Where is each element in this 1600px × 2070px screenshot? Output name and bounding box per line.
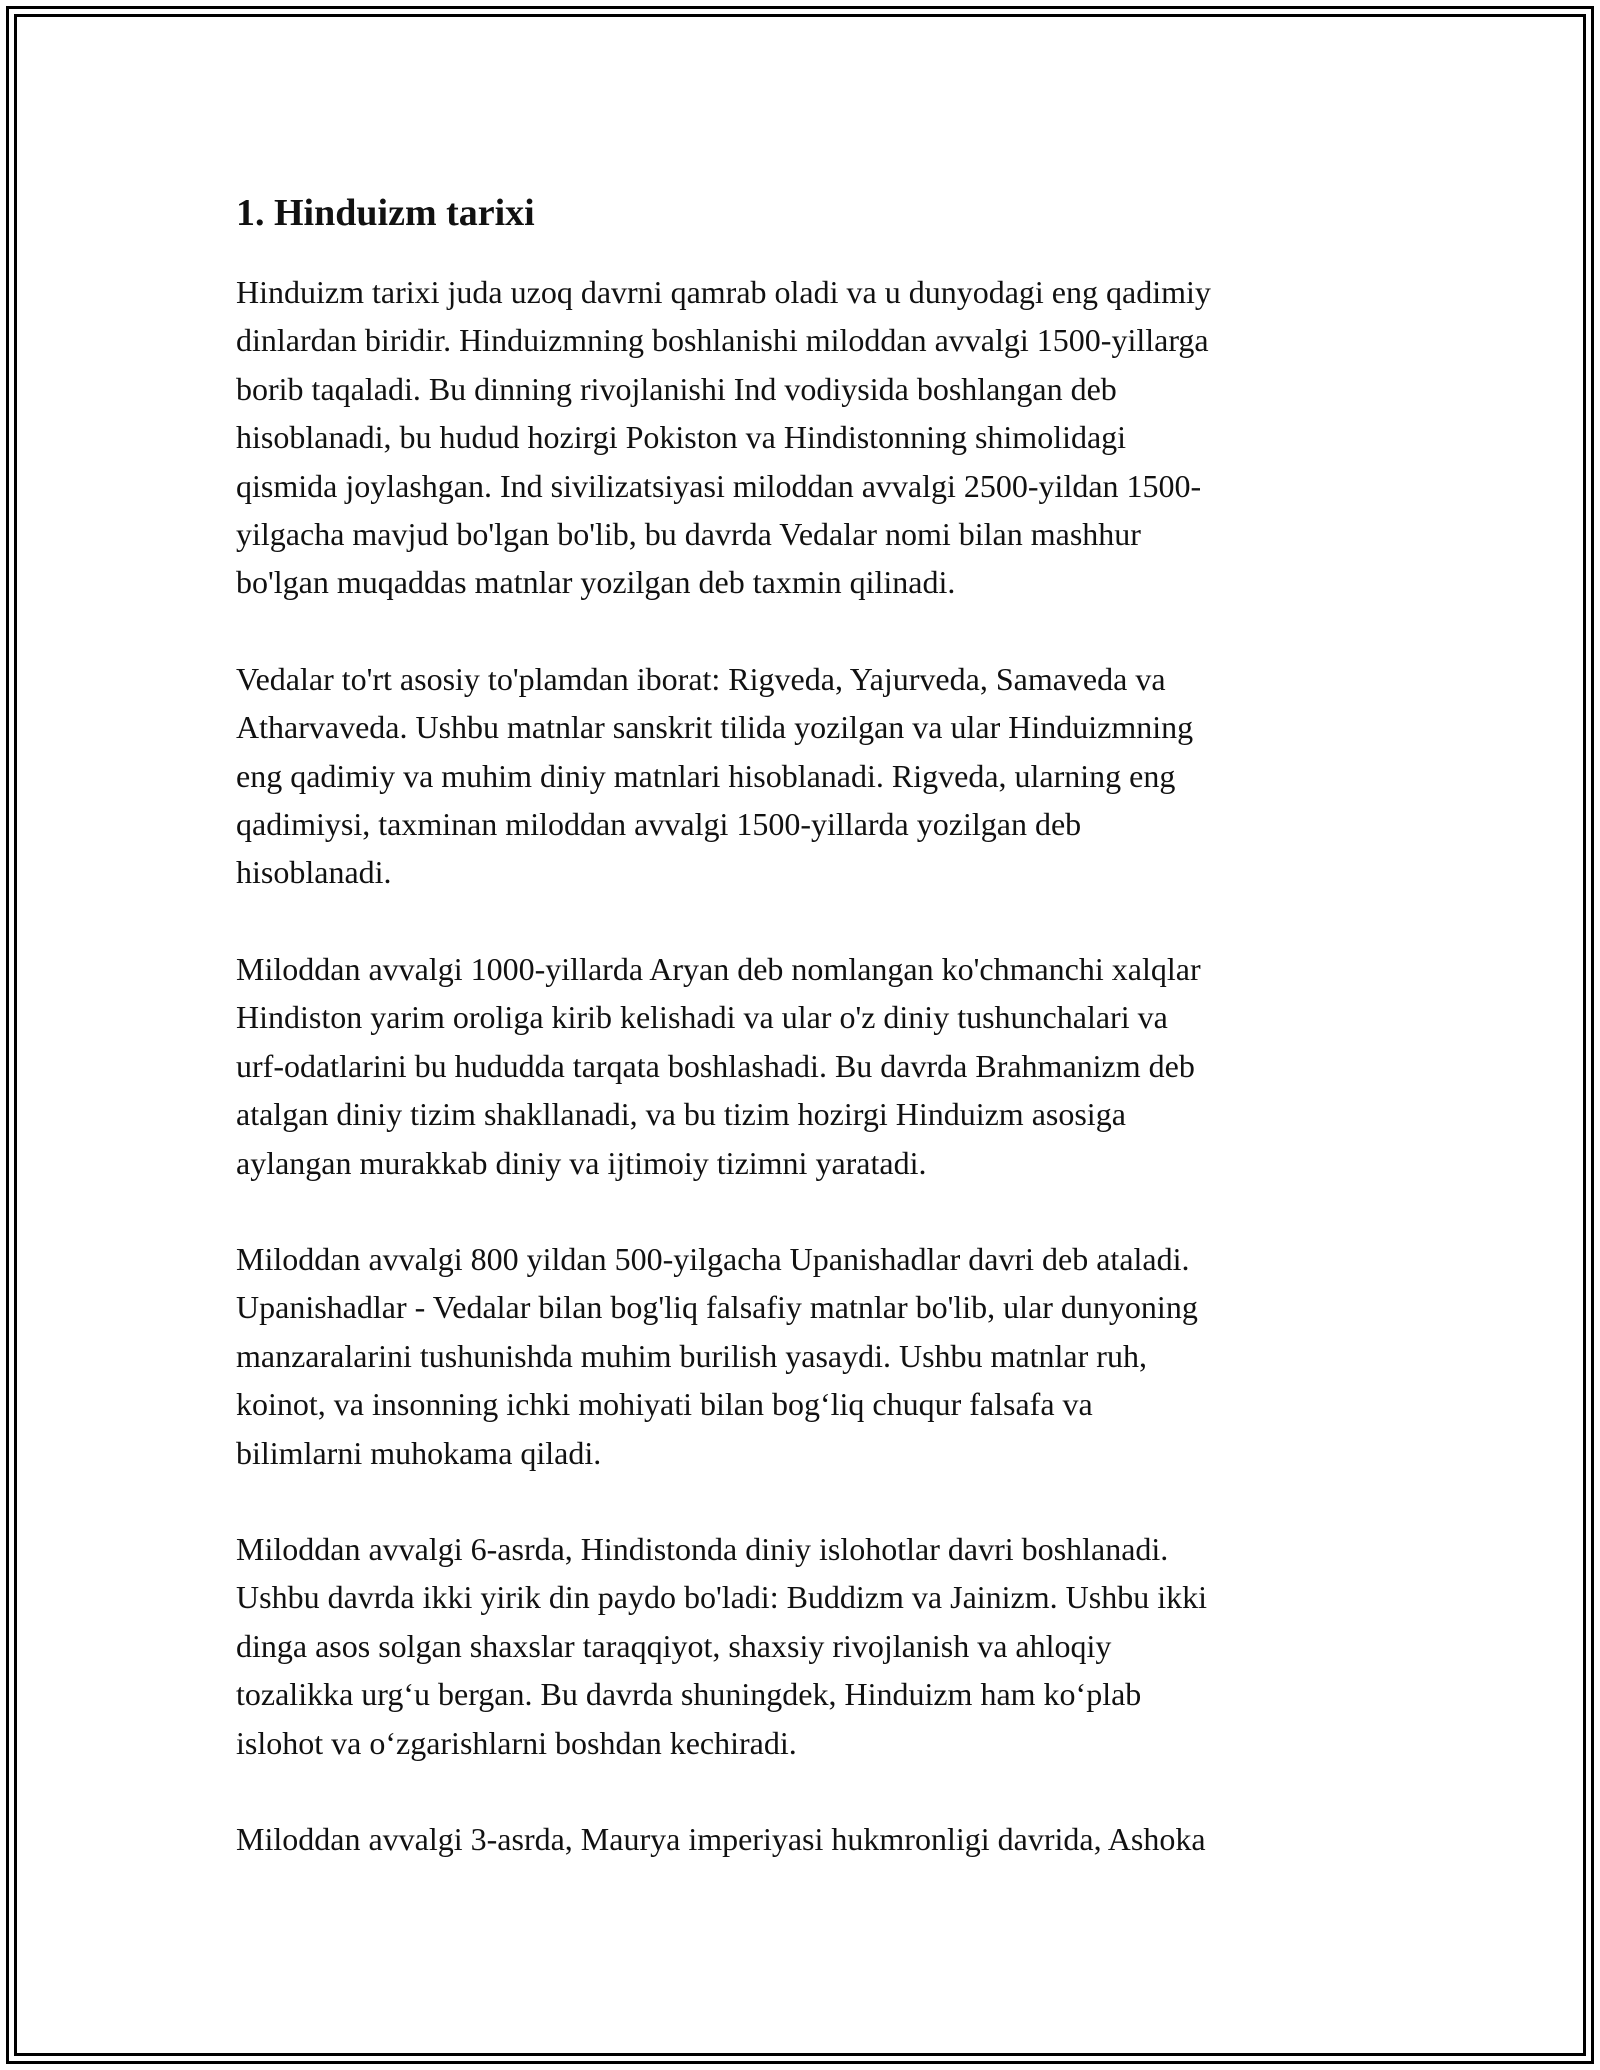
paragraph-4: Miloddan avvalgi 800 yildan 500-yilgacha Upanishadlar davri deb ataladi. Upanishadlar - Vedalar bilan bog'liq falsafiy matnlar bo'lib, ular dunyoning manzaralarini tushunishda muhim burilish yasaydi. Ushbu matnlar ruh, koinot, va insonning ichki mohiyati bilan bog‘liq chuqur falsafa va bilimlarni muhokama qiladi. (236, 1240, 1198, 1471)
paragraph-2: Vedalar to'rt asosiy to'plamdan iborat: Rigveda, Yajurveda, Samaveda va Atharvaveda. Ushbu matnlar sanskrit tilida yozilgan va ular Hinduizmning eng qadimiy va muhim diniy matnlari hisoblanadi. Rigveda, ularning eng qadimiysi, taxminan miloddan avvalgi 1500-yillarda yozilgan deb hisoblanadi. (236, 660, 1194, 891)
section-heading: 1. Hinduizm tarixi (236, 192, 535, 234)
document-body (236, 188, 1376, 1911)
paragraph-6: Miloddan avvalgi 3-asrda, Maurya imperiyasi hukmronligi davrida, Ashoka (236, 1820, 1206, 1857)
paragraph-1: Hinduizm tarixi juda uzoq davrni qamrab oladi va u dunyodagi eng qadimiy dinlardan biridir. Hinduizmning boshlanishi miloddan avvalgi 1500-yillarga borib taqaladi. Bu dinning rivojlanishi Ind vodiysida boshlangan deb hisoblanadi, bu hudud hozirgi Pokiston va Hindistonning shimolidagi qismida joylashgan. Ind sivilizatsiyasi miloddan avvalgi 2500-yildan 1500- yilgacha mavjud bo'lgan bo'lib, bu davrda Vedalar nomi bilan mashhur bo'lgan muqaddas matnlar yozilgan deb taxmin qilinadi. (236, 274, 1211, 601)
paragraph-5: Miloddan avvalgi 6-asrda, Hindistonda diniy islohotlar davri boshlanadi. Ushbu davrda ikki yirik din paydo bo'ladi: Buddizm va Jainizm. Ushbu ikki dinga asos solgan shaxslar taraqqiyot, shaxsiy rivojlanish va ahloqiy tozalikka urg‘u bergan. Bu davrda shuningdek, Hinduizm ham ko‘plab islohot va o‘zgarishlarni boshdan kechiradi. (236, 1530, 1207, 1761)
paragraph-3: Miloddan avvalgi 1000-yillarda Aryan deb nomlangan ko'chmanchi xalqlar Hindiston yarim oroliga kirib kelishadi va ular o'z diniy tushunchalari va urf-odatlarini bu hududda tarqata boshlashadi. Bu davrda Brahmanizm deb atalgan diniy tizim shakllanadi, va bu tizim hozirgi Hinduizm asosiga aylangan murakkab diniy va ijtimoiy tizimni yaratadi. (236, 950, 1201, 1181)
